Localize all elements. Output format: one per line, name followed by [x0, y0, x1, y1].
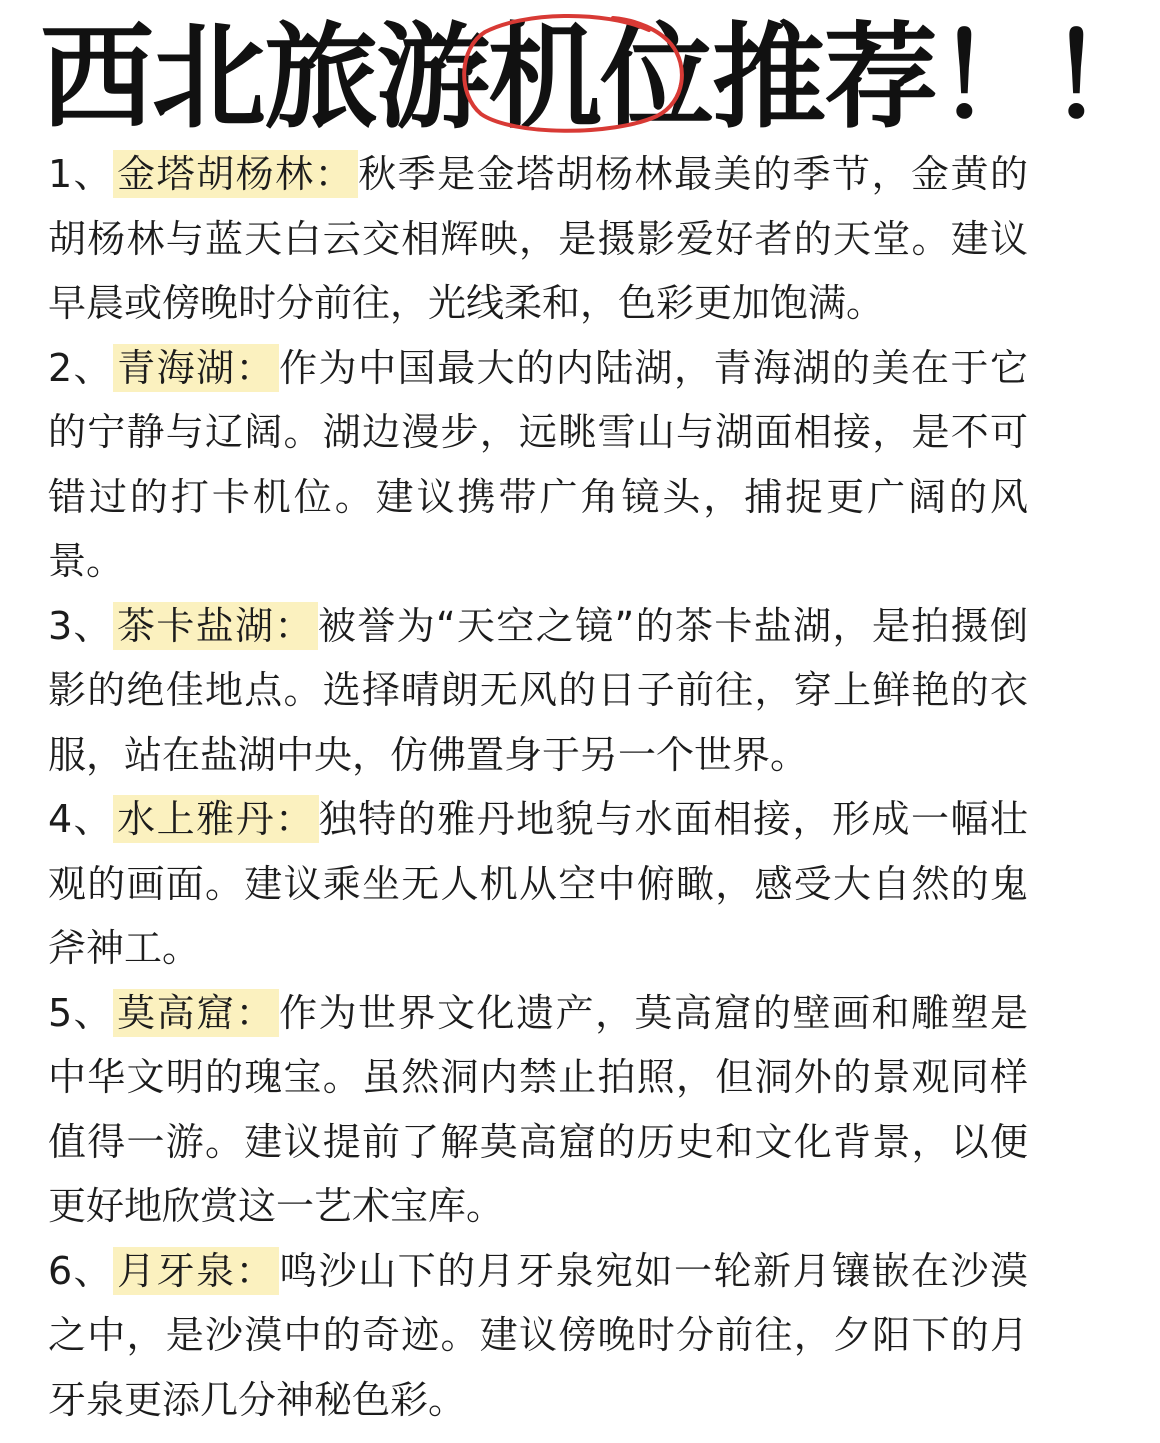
item-description: 作为世界文化遗产，莫高窟的壁画和雕塑是中华文明的瑰宝。虽然洞内禁止拍照，但洞外的景观同样值得一游。建议提前了解莫高窟的历史和文化背景，以便更好地欣赏这一艺术宝库。: [48, 990, 1028, 1228]
item-description: 鸣沙山下的月牙泉宛如一轮新月镶嵌在沙漠之中，是沙漠中的奇迹。建议傍晚时分前往，夕阳下的月牙泉更添几分神秘色彩。: [48, 1248, 1028, 1422]
item-number: 6、: [48, 1248, 114, 1293]
recommendation-list: [48, 142, 1028, 1432]
item-number: 3、: [48, 603, 113, 648]
item-description: 独特的雅丹地貌与水面相接，形成一幅壮观的画面。建议乘坐无人机从空中俯瞰，感受大自然的鬼斧神工。: [48, 797, 1028, 970]
spot-name: 莫高窟：: [113, 989, 279, 1037]
list-item: [48, 142, 1028, 336]
spot-name: 水上雅丹：: [113, 795, 318, 843]
list-item: [48, 336, 1028, 594]
page-title-part-1: 西北旅游: [40, 11, 489, 144]
item-description: 秋季是金塔胡杨林最美的季节，金黄的胡杨林与蓝天白云交相辉映，是摄影爱好者的天堂。建议早晨或傍晚时分前往，光线柔和，色彩更加饱满。: [48, 152, 1028, 325]
page-title-part-2: 机位: [488, 11, 713, 144]
list-item: [48, 787, 1028, 981]
spot-name: 茶卡盐湖：: [113, 602, 318, 650]
item-description: 被誉为“天空之镜”的茶卡盐湖，是拍摄倒影的绝佳地点。选择晴朗无风的日子前往，穿上鲜艳的衣服，站在盐湖中央，仿佛置身于另一个世界。: [48, 603, 1028, 777]
spot-name: 金塔胡杨林：: [113, 150, 358, 198]
item-number: 5、: [48, 990, 114, 1035]
page-title-part-3: 推荐！！: [712, 11, 1160, 144]
list-item: [48, 981, 1028, 1239]
spot-name: 月牙泉：: [113, 1247, 279, 1295]
list-item: [48, 594, 1028, 788]
item-number: 1、: [48, 152, 114, 196]
item-description: 作为中国最大的内陆湖，青海湖的美在于它的宁静与辽阔。湖边漫步，远眺雪山与湖面相接，是不可错过的打卡机位。建议携带广角镜头，捕捉更广阔的风景。: [48, 345, 1028, 583]
list-item: [48, 1239, 1028, 1433]
spot-name: 青海湖：: [113, 344, 279, 392]
item-number: 4、: [48, 797, 114, 841]
item-number: 2、: [48, 345, 114, 390]
page-title: [40, 11, 1160, 144]
